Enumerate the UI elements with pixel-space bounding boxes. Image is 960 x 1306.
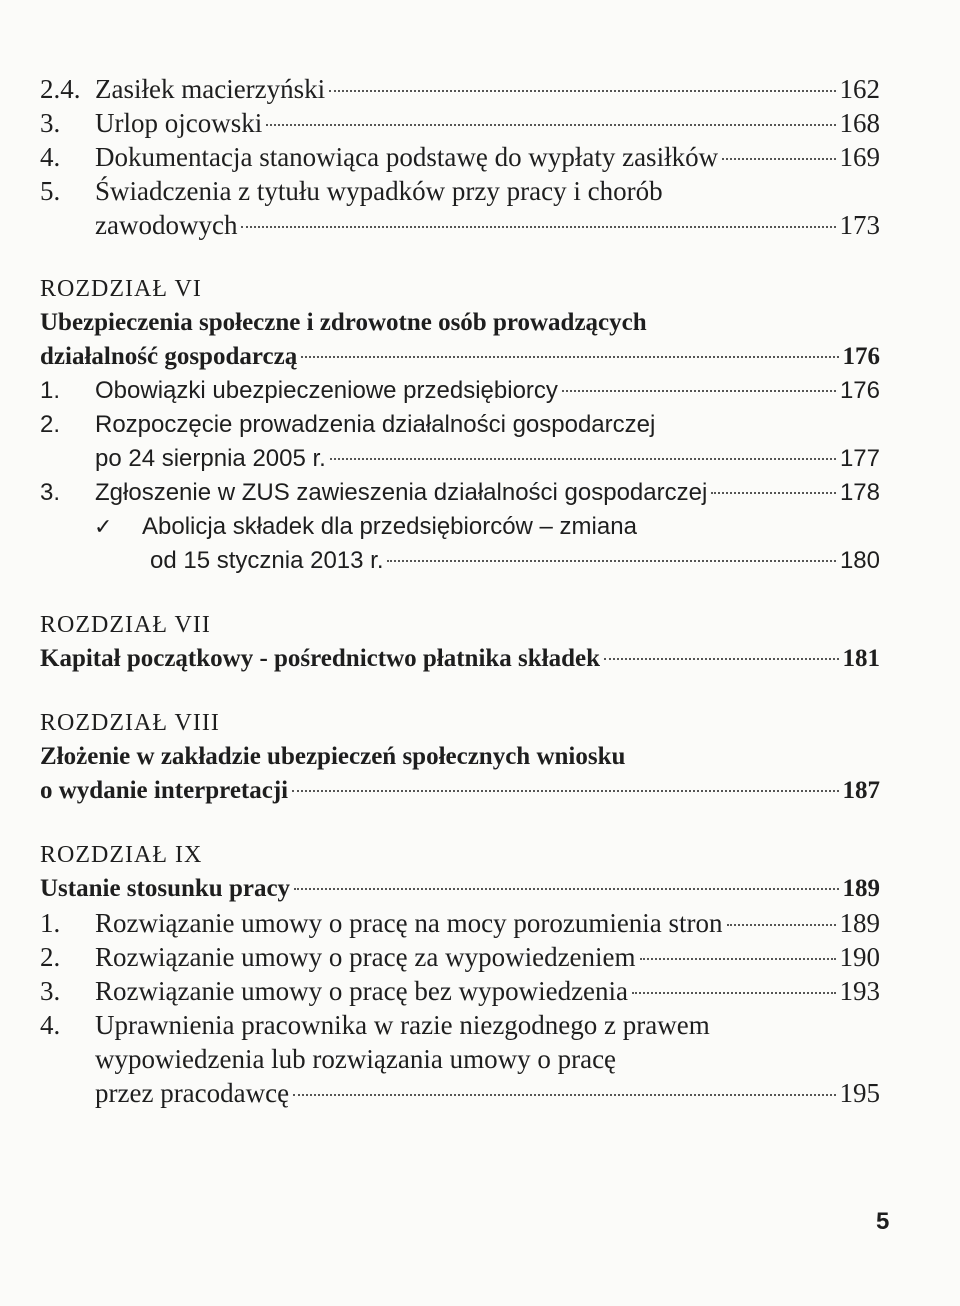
entry-page: 168 xyxy=(839,108,880,138)
chapter-title xyxy=(40,306,880,340)
entry-title: Abolicja składek dla przedsiębiorców – zmiana xyxy=(142,513,637,540)
entry-title: Dokumentacja stanowiąca podstawę do wypłaty zasiłków xyxy=(95,142,719,172)
chapter-title xyxy=(40,642,880,676)
entry-number: 1. xyxy=(40,908,61,938)
entry-title: Uprawnienia pracownika w razie niezgodnego z prawem xyxy=(95,1010,710,1040)
chapter-title xyxy=(40,774,880,808)
chapter-label-text: ROZDZIAŁ IX xyxy=(40,842,203,868)
entry-number: 2. xyxy=(40,942,61,972)
entry-page: 190 xyxy=(839,942,880,972)
entry-page: 162 xyxy=(839,74,880,104)
entry-number: 3. xyxy=(40,108,61,138)
toc-entry xyxy=(40,1008,880,1042)
leader-dots xyxy=(301,356,838,358)
table-of-contents xyxy=(40,72,880,1110)
chapter-label-text: ROZDZIAŁ VII xyxy=(40,612,211,638)
entry-title-continued: po 24 sierpnia 2005 r. xyxy=(95,445,326,472)
chapter-page: 187 xyxy=(842,777,880,804)
entry-page: 189 xyxy=(839,908,880,938)
toc-entry xyxy=(40,72,880,106)
leader-dots xyxy=(711,492,836,494)
leader-dots xyxy=(387,560,835,562)
chapter-title xyxy=(40,872,880,906)
chapter-page: 189 xyxy=(842,875,880,902)
toc-subentry xyxy=(40,510,880,544)
leader-dots xyxy=(292,790,838,792)
chapter-title-text: o wydanie interpretacji xyxy=(40,777,289,804)
chapter-page: 176 xyxy=(842,343,880,370)
chapter-title-text: Ustanie stosunku pracy xyxy=(40,875,291,902)
chapter-title-text: Złożenie w zakładzie ubezpieczeń społecznych wniosku xyxy=(40,743,626,770)
chapter-page: 181 xyxy=(842,645,880,672)
toc-entry xyxy=(40,940,880,974)
entry-title: Rozwiązanie umowy o pracę na mocy porozumienia stron xyxy=(95,908,723,938)
entry-title-continued: wypowiedzenia lub rozwiązania umowy o pracę xyxy=(95,1044,617,1074)
page-number: 5 xyxy=(876,1208,890,1235)
chapter-title-text: działalność gospodarczą xyxy=(40,343,298,370)
chapter-label xyxy=(40,838,880,872)
chapter-label xyxy=(40,272,880,306)
entry-title: Obowiązki ubezpieczeniowe przedsiębiorcy xyxy=(95,377,558,404)
leader-dots xyxy=(266,124,835,126)
toc-entry-continuation xyxy=(40,1076,880,1110)
chapter-label-text: ROZDZIAŁ VIII xyxy=(40,710,220,736)
toc-entry xyxy=(40,906,880,940)
chapter-title xyxy=(40,740,880,774)
leader-dots xyxy=(640,958,836,960)
entry-page: 177 xyxy=(839,445,880,472)
entry-title: Rozwiązanie umowy o pracę za wypowiedzeniem xyxy=(95,942,636,972)
entry-title: Świadczenia z tytułu wypadków przy pracy i chorób xyxy=(95,176,663,206)
toc-entry xyxy=(40,974,880,1008)
leader-dots xyxy=(604,658,838,660)
chapter-label xyxy=(40,608,880,642)
entry-page: 173 xyxy=(839,210,880,240)
toc-entry-continuation xyxy=(40,442,880,476)
leader-dots xyxy=(294,888,838,890)
entry-title: Zgłoszenie w ZUS zawieszenia działalności gospodarczej xyxy=(95,479,708,506)
entry-title: Zasiłek macierzyński xyxy=(95,74,326,104)
toc-entry xyxy=(40,374,880,408)
toc-entry-continuation xyxy=(40,1042,880,1076)
entry-number: 4. xyxy=(40,1010,61,1040)
toc-entry xyxy=(40,140,880,174)
entry-page: 193 xyxy=(839,976,880,1006)
chapter-title-text: Kapitał początkowy - pośrednictwo płatnika składek xyxy=(40,645,601,672)
entry-page: 195 xyxy=(839,1078,880,1108)
toc-entry-continuation xyxy=(40,208,880,242)
leader-dots xyxy=(330,458,836,460)
entry-page: 169 xyxy=(839,142,880,172)
entry-title: Rozpoczęcie prowadzenia działalności gospodarczej xyxy=(95,411,656,438)
leader-dots xyxy=(632,992,835,994)
entry-title: Urlop ojcowski xyxy=(95,108,263,138)
entry-page: 178 xyxy=(839,479,880,506)
entry-page: 176 xyxy=(839,377,880,404)
entry-number: 1. xyxy=(40,377,61,404)
chapter-label-text: ROZDZIAŁ VI xyxy=(40,276,202,302)
toc-entry xyxy=(40,476,880,510)
entry-title-continued: przez pracodawcę xyxy=(95,1078,290,1108)
entry-title: Rozwiązanie umowy o pracę bez wypowiedzenia xyxy=(95,976,629,1006)
leader-dots xyxy=(293,1094,835,1096)
leader-dots xyxy=(727,924,836,926)
leader-dots xyxy=(722,158,835,160)
entry-number: 4. xyxy=(40,142,61,172)
chapter-label xyxy=(40,706,880,740)
entry-title-continued: od 15 stycznia 2013 r. xyxy=(150,547,384,574)
leader-dots xyxy=(329,90,835,92)
toc-entry xyxy=(40,174,880,208)
entry-number: 5. xyxy=(40,176,61,206)
entry-number: 2.4. xyxy=(40,74,81,104)
entry-title-continued: zawodowych xyxy=(95,210,238,240)
leader-dots xyxy=(562,390,836,392)
toc-entry xyxy=(40,106,880,140)
toc-entry-continuation xyxy=(40,544,880,578)
toc-entry xyxy=(40,408,880,442)
chapter-title-text: Ubezpieczenia społeczne i zdrowotne osób prowadzących xyxy=(40,309,647,336)
entry-number: 2. xyxy=(40,411,61,438)
entry-page: 180 xyxy=(839,547,880,574)
entry-number: 3. xyxy=(40,479,61,506)
chapter-title xyxy=(40,340,880,374)
leader-dots xyxy=(241,226,835,228)
checkmark-icon: ✓ xyxy=(94,515,113,540)
entry-number: 3. xyxy=(40,976,61,1006)
